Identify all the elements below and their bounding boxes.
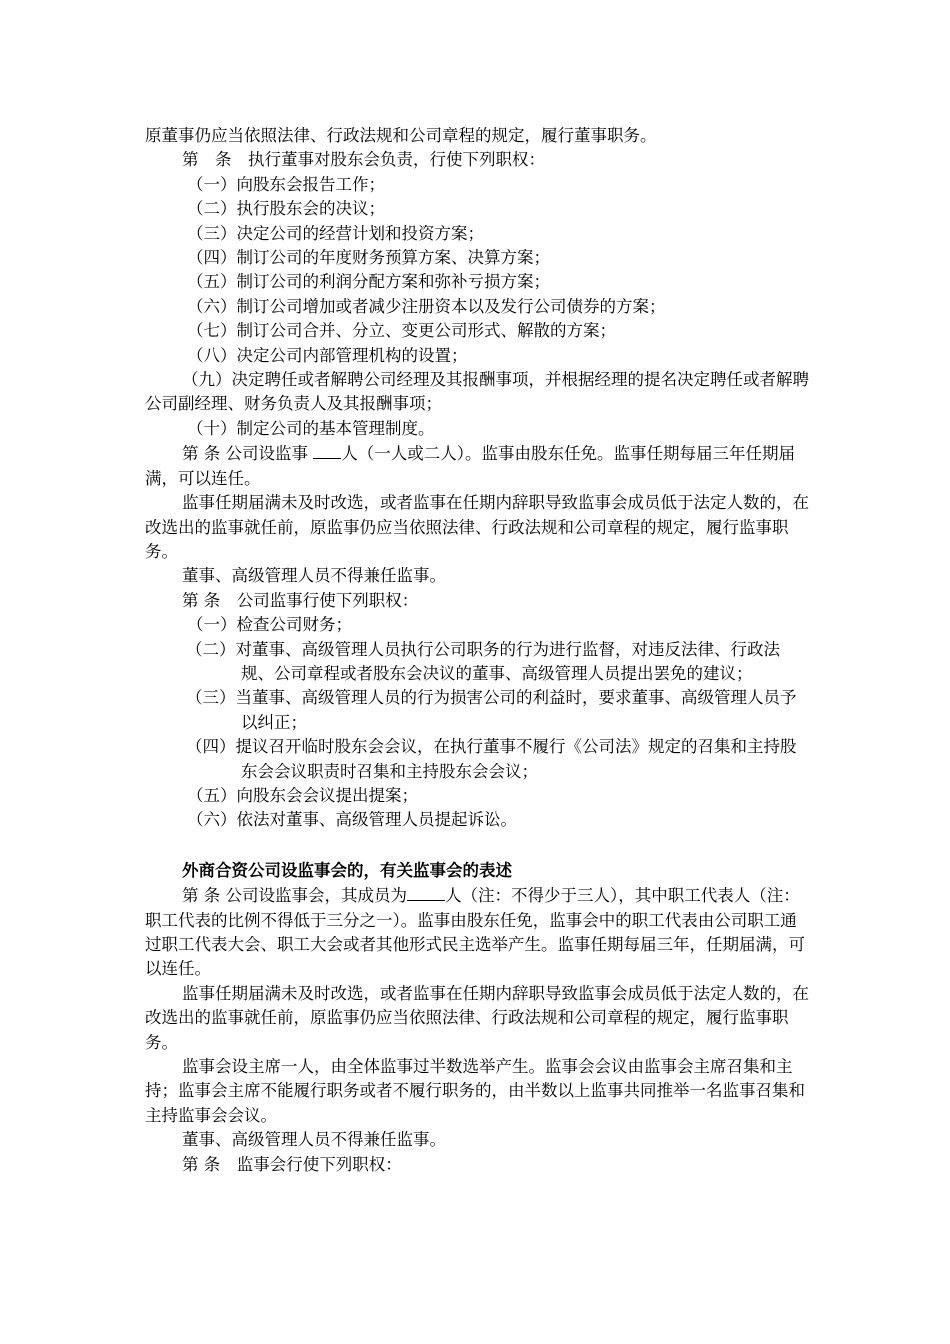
- list-item: （五）向股东会会议提出提案；: [187, 785, 418, 805]
- document-body: [145, 124, 811, 1177]
- fill-in-blank: [407, 883, 445, 901]
- list-item: （三）当董事、高级管理人员的行为损害公司的利益时，要求董事、高级管理人员予以纠正；: [186, 688, 797, 732]
- list-item: （二）执行股东会的决议；: [187, 199, 385, 219]
- article-text-end: 人（一人或二人）。监事由股东任免。监事任期每届三年任期届满，可以连任。: [145, 444, 795, 488]
- article-paragraph: [145, 441, 811, 491]
- list-item: （三）决定公司的经营计划和投资方案；: [187, 223, 484, 243]
- article-text-end: 人（注：不得少于三人），其中职工代表人（注：职工代表的比例不得低于三分之一）。监事由股东任免，监事会中的职工代表由公司职工通过职工代表大会、职工大会或者其他形式民主选举产生。监事任期每届三年，任期届满，可以连任。: [145, 886, 805, 979]
- article-text-start: 第 条 公司设监事: [182, 444, 314, 464]
- list-item: （四）制订公司的年度财务预算方案、决算方案；: [187, 248, 550, 268]
- list-item: （八）决定公司内部管理机构的设置；: [187, 345, 468, 365]
- list-item: （一）检查公司财务；: [187, 615, 352, 635]
- list-item: （七）制订公司合并、分立、变更公司形式、解散的方案；: [187, 321, 616, 341]
- list-item: （一）向股东会报告工作；: [187, 174, 385, 194]
- list-item: （五）制订公司的利润分配方案和弥补亏损方案；: [187, 272, 550, 292]
- paragraph: 董事、高级管理人员不得兼任监事。: [182, 1130, 446, 1150]
- article-heading: 第 条 公司监事行使下列职权：: [182, 590, 419, 610]
- spacer: [145, 833, 811, 859]
- article-paragraph: [145, 883, 811, 982]
- paragraph: 监事任期届满未及时改选，或者监事在任期内辞职导致监事会成员低于法定人数的，在改选出的监事就任前，原监事仍应当依照法律、行政法规和公司章程的规定，履行监事职务。: [145, 983, 809, 1052]
- list-item: （十）制定公司的基本管理制度。: [187, 418, 435, 438]
- article-heading: 第 条 监事会行使下列职权：: [182, 1154, 402, 1174]
- article-heading: 第 条 执行董事对股东会负责，行使下列职权：: [182, 150, 545, 170]
- paragraph: 原董事仍应当依照法律、行政法规和公司章程的规定，履行董事职务。: [145, 126, 657, 145]
- list-item: （四）提议召开临时股东会会议，在执行董事不履行《公司法》规定的召集和主持股东会会议职责时召集和主持股东会会议；: [186, 737, 797, 781]
- paragraph: 董事、高级管理人员不得兼任监事。: [182, 566, 446, 586]
- article-text-start: 第 条 公司设监事会，其成员为: [182, 886, 407, 906]
- list-item: （六）制订公司增加或者减少注册资本以及发行公司债券的方案；: [187, 296, 666, 316]
- fill-in-blank: [313, 441, 341, 459]
- paragraph: 监事会设主席一人，由全体监事过半数选举产生。监事会会议由监事会主席召集和主持；监事会主席不能履行职务或者不履行职务的，由半数以上监事共同推举一名监事召集和主持监事会会议。: [145, 1057, 805, 1125]
- list-item: （二）对董事、高级管理人员执行公司职务的行为进行监督，对违反法律、行政法规、公司章程或者股东会决议的董事、高级管理人员提出罢免的建议；: [186, 639, 780, 683]
- paragraph: 监事任期届满未及时改选，或者监事在任期内辞职导致监事会成员低于法定人数的，在改选出的监事就任前，原监事仍应当依照法律、行政法规和公司章程的规定，履行监事职务。: [145, 493, 809, 561]
- section-heading: 外商合资公司设监事会的，有关监事会的表述: [182, 860, 512, 880]
- list-item: （九）决定聘任或者解聘公司经理及其报酬事项，并根据经理的提名决定聘任或者解聘公司副经理、财务负责人及其报酬事项；: [145, 370, 809, 414]
- list-item: （六）依法对董事、高级管理人员提起诉讼。: [187, 810, 517, 830]
